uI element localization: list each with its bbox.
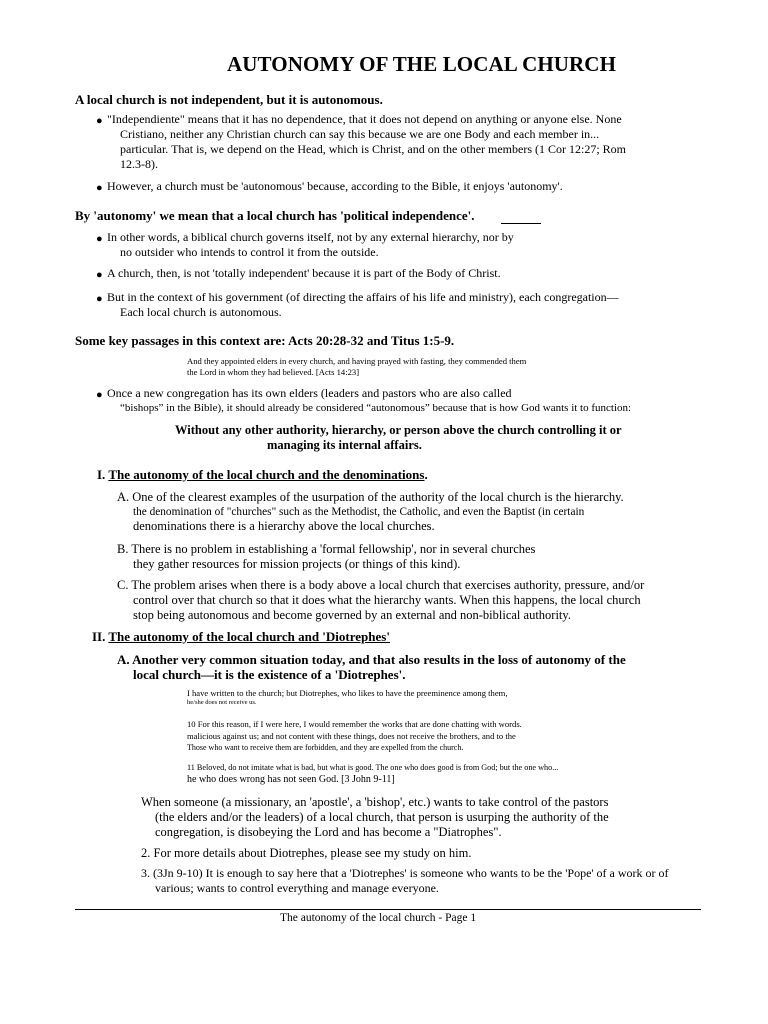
bullet-elders-line2: “bishops” in the Bible), it should already be considered “autonomous” because that is how God wants it to function: bbox=[120, 402, 632, 414]
sec1-a-line2: the denomination of "churches" such as the Methodist, the Catholic, and even the Baptist (in certain bbox=[133, 506, 585, 518]
section-i-heading bbox=[97, 467, 428, 483]
section-ii-title: The autonomy of the local church and 'Diotrephes' bbox=[108, 629, 390, 644]
bullet-government-line2: Each local church is autonomous. bbox=[120, 305, 282, 319]
bullet-icon: ● bbox=[96, 233, 103, 245]
quote-3john-v10-line1: 10 For this reason, if I were here, I would remember the works that are done chatting with words. bbox=[187, 719, 522, 729]
quote-3john-line2: he/she does not receive us. bbox=[187, 699, 257, 706]
sec2-p1-line3: congregation, is disobeying the Lord and has become a "Diatrophes". bbox=[155, 825, 502, 839]
bullet-icon: ● bbox=[96, 269, 103, 281]
section-i-number: I. bbox=[97, 467, 106, 482]
bullet-body-of-christ: A church, then, is not 'totally independent' because it is part of the Body of Christ. bbox=[107, 266, 501, 280]
bullet-icon: ● bbox=[96, 293, 103, 305]
section-heading-independent: A local church is not independent, but it is autonomous. bbox=[75, 92, 383, 107]
bullet-governs-line1: In other words, a biblical church governs itself, not by any external hierarchy, nor by bbox=[107, 230, 514, 244]
sec1-c-line3: stop being autonomous and become governed by an external and non-biblical authority. bbox=[133, 608, 571, 622]
sec2-p1-line2: (the elders and/or the leaders) of a local church, that person is usurping the authority of the bbox=[155, 810, 609, 824]
section-i-period: . bbox=[424, 467, 428, 482]
section-heading-autonomy-text: By 'autonomy' we mean that a local church has 'political independence'. bbox=[75, 208, 475, 223]
sec2-p3-line2: various; wants to control everything and manage everyone. bbox=[155, 881, 439, 895]
quote-3john-v11-line1: 11 Beloved, do not imitate what is bad, but what is good. The one who does good is from God; but the one who... bbox=[187, 763, 559, 772]
section-heading-autonomy bbox=[75, 208, 541, 224]
sec1-b-line1: B. There is no problem in establishing a 'formal fellowship', nor in several churches bbox=[117, 542, 536, 556]
bullet-icon: ● bbox=[96, 389, 103, 401]
sec1-a-line3: denominations there is a hierarchy above the local churches. bbox=[133, 519, 435, 533]
bullet-independiente-line1: "Independiente" means that it has no dependence, that it does not depend on anything or anyone else. None bbox=[107, 112, 622, 126]
section-i-title: The autonomy of the local church and the denominations bbox=[108, 467, 425, 482]
quote-acts-line1: And they appointed elders in every church, and having prayed with fasting, they commended them bbox=[187, 356, 527, 366]
bold-statement-line2: managing its internal affairs. bbox=[267, 438, 422, 452]
section-ii-number: II. bbox=[92, 629, 106, 644]
sec1-b-line2: they gather resources for mission projects (or things of this kind). bbox=[133, 557, 461, 571]
quote-acts-line2: the Lord in whom they had believed. [Acts 14:23] bbox=[187, 367, 360, 377]
bullet-independiente-line3: particular. That is, we depend on the Head, which is Christ, and on the other members (1 Cor 12:27; Rom bbox=[120, 142, 627, 156]
sec2-p1-line1: When someone (a missionary, an 'apostle', a 'bishop', etc.) wants to take control of the pastors bbox=[141, 795, 609, 809]
page-footer: The autonomy of the local church - Page 1 bbox=[280, 912, 477, 924]
section-heading-key-passages: Some key passages in this context are: Acts 20:28-32 and Titus 1:5-9. bbox=[75, 333, 455, 348]
sec2-p2: 2. For more details about Diotrephes, please see my study on him. bbox=[141, 846, 472, 860]
section-ii-heading bbox=[92, 629, 390, 645]
bullet-icon: ● bbox=[96, 115, 103, 127]
bullet-icon: ● bbox=[96, 182, 103, 194]
bullet-autonomous: However, a church must be 'autonomous' because, according to the Bible, it enjoys 'autonomy'. bbox=[107, 179, 563, 193]
sec2-a-line1: A. Another very common situation today, and that also results in the loss of autonomy of the bbox=[117, 652, 626, 667]
quote-3john-v11-line2: he who does wrong has not seen God. [3 John 9-11] bbox=[187, 774, 395, 785]
footer-rule bbox=[75, 909, 701, 910]
quote-3john-v10-line3: Those who want to receive them are forbidden, and they are expelled from the church. bbox=[187, 743, 464, 752]
bullet-government-line1: But in the context of his government (of directing the affairs of his life and ministry), each congregation— bbox=[107, 290, 619, 304]
quote-3john-v10-line2: malicious against us; and not content with these things, does not receive the brothers, and to the bbox=[187, 731, 516, 741]
bullet-independiente-line4: 12.3-8). bbox=[120, 157, 158, 171]
sec1-c-line2: control over that church so that it does what the hierarchy wants. When this happens, the local church bbox=[133, 593, 641, 607]
sec2-p3-line1: 3. (3Jn 9-10) It is enough to say here that a 'Diotrephes' is someone who wants to be the 'Pope' of a work or of bbox=[141, 866, 669, 880]
sec1-a-line1: A. One of the clearest examples of the usurpation of the authority of the local church is the hierarchy. bbox=[117, 490, 624, 504]
bullet-governs-line2: no outsider who intends to control it from the outside. bbox=[120, 245, 379, 259]
blank-line bbox=[501, 211, 541, 224]
bold-statement-line1: Without any other authority, hierarchy, or person above the church controlling it or bbox=[175, 423, 622, 437]
bullet-elders-line1: Once a new congregation has its own elders (leaders and pastors who are also called bbox=[107, 386, 512, 400]
bullet-independiente-line2: Cristiano, neither any Christian church can say this because we are one Body and each member in... bbox=[120, 127, 600, 141]
quote-3john-line1: I have written to the church; but Diotrephes, who likes to have the preeminence among them, bbox=[187, 688, 508, 698]
sec1-c-line1: C. The problem arises when there is a body above a local church that exercises authority, pressure, and/or bbox=[117, 578, 645, 592]
document-title: AUTONOMY OF THE LOCAL CHURCH bbox=[227, 52, 617, 76]
sec2-a-line2: local church—it is the existence of a 'Diotrephes'. bbox=[133, 667, 406, 682]
